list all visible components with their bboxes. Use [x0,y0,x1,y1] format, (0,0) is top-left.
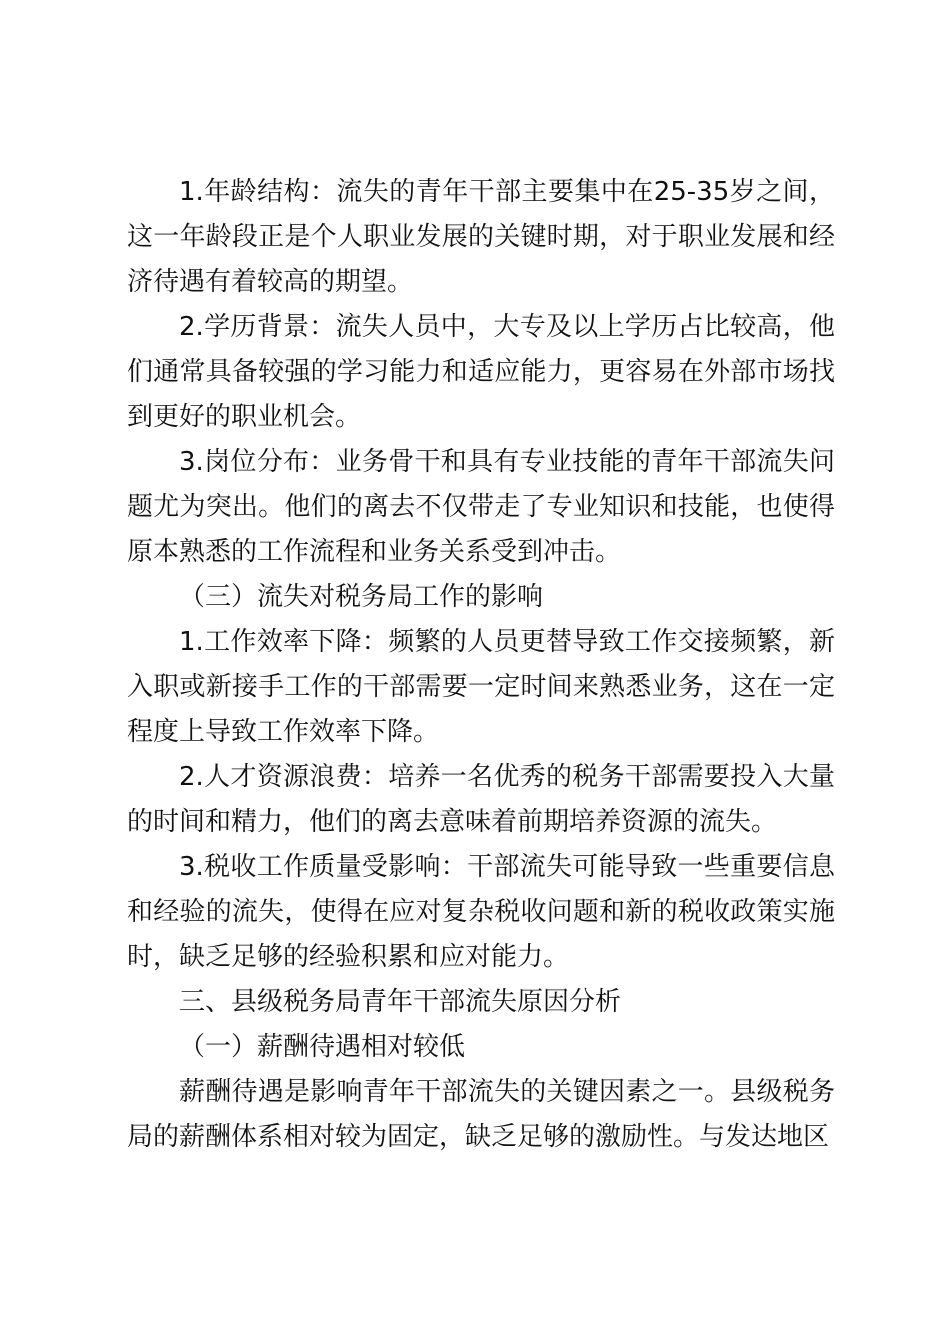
subsection-heading-salary: （一）薪酬待遇相对较低 [179,1032,466,1062]
section-heading-impact: （三）流失对税务局工作的影响 [179,582,544,612]
paragraph-efficiency-decline: 1.工作效率下降：频繁的人员更替导致工作交接频繁，新入职或新接手工作的干部需要一定时间来熟悉业务，这在一定程度上导致工作效率下降。 [127,627,835,747]
section-heading-causes: 三、县级税务局青年干部流失原因分析 [179,987,622,1017]
paragraph-salary: 薪酬待遇是影响青年干部流失的关键因素之一。县级税务局的薪酬体系相对较为固定，缺乏足够的激励性。与发达地区 [127,1077,835,1152]
paragraph-age-structure: 1.年龄结构：流失的青年干部主要集中在25-35岁之间，这一年龄段正是个人职业发展的关键时期，对于职业发展和经济待遇有着较高的期望。 [127,177,835,297]
paragraph-talent-waste: 2.人才资源浪费：培养一名优秀的税务干部需要投入大量的时间和精力，他们的离去意味着前期培养资源的流失。 [127,762,835,837]
document-body [127,170,835,1160]
paragraph-tax-quality: 3.税收工作质量受影响：干部流失可能导致一些重要信息和经验的流失，使得在应对复杂税收问题和新的税收政策实施时，缺乏足够的经验积累和应对能力。 [127,852,835,972]
paragraph-position-distribution: 3.岗位分布：业务骨干和具有专业技能的青年干部流失问题尤为突出。他们的离去不仅带走了专业知识和技能，也使得原本熟悉的工作流程和业务关系受到冲击。 [127,447,835,567]
paragraph-education-background: 2.学历背景：流失人员中，大专及以上学历占比较高，他们通常具备较强的学习能力和适应能力，更容易在外部市场找到更好的职业机会。 [127,312,835,432]
